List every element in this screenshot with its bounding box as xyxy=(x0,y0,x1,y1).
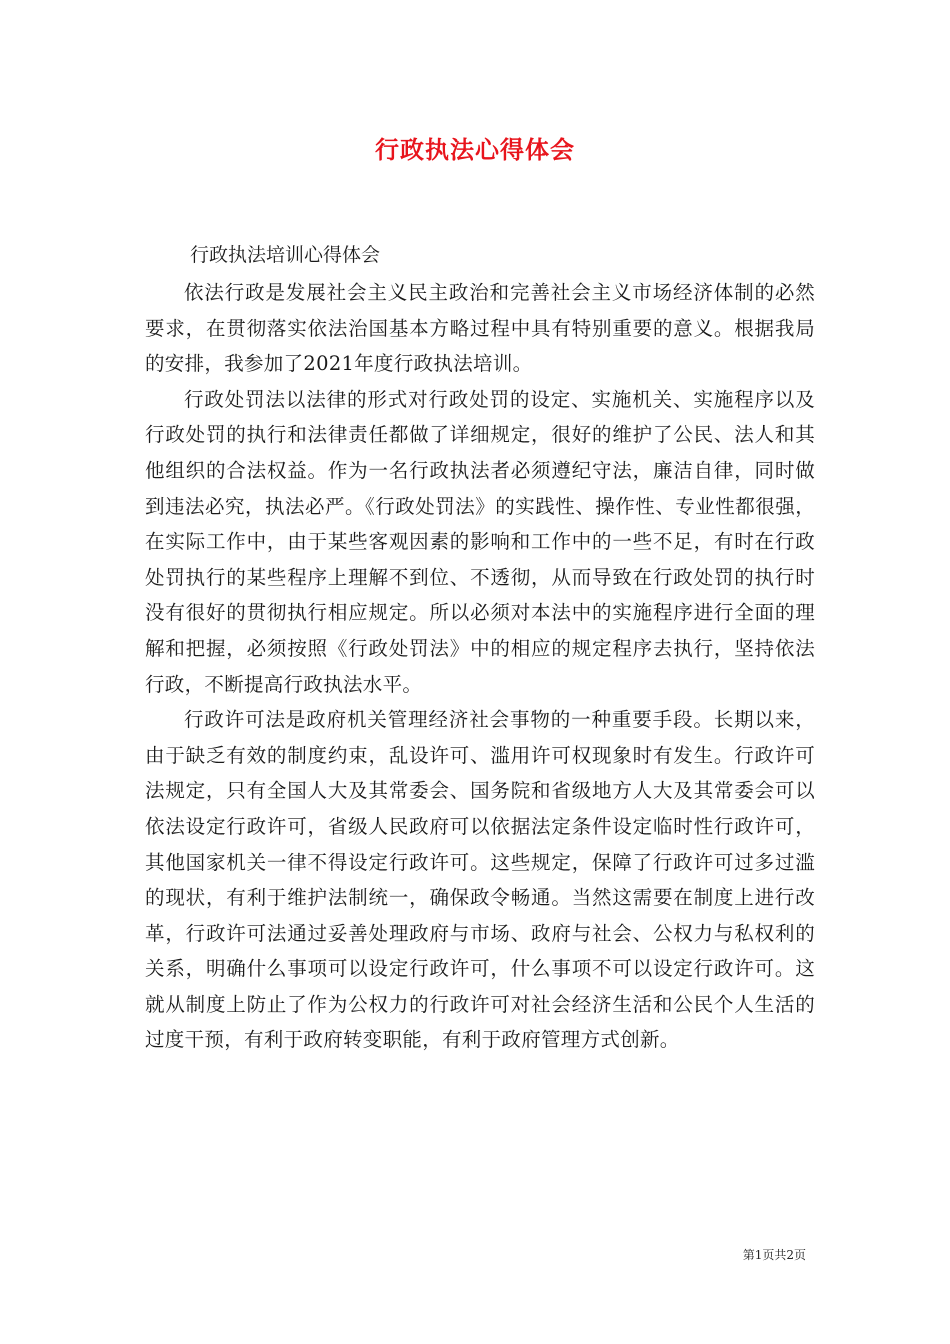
document-title: 行政执法心得体会 xyxy=(375,135,575,164)
page-number-label: 第1页共2页 xyxy=(742,1248,806,1262)
paragraph-1: 依法行政是发展社会主义民主政治和完善社会主义市场经济体制的必然要求，在贯彻落实依法治国基本方略过程中具有特别重要的意义。根据我局的安排，我参加了2021年度行政执法培训。 xyxy=(145,281,815,376)
page-footer xyxy=(0,1246,806,1263)
paragraph-3: 行政许可法是政府机关管理经济社会事物的一种重要手段。长期以来，由于缺乏有效的制度约束，乱设许可、滥用许可权现象时有发生。行政许可法规定，只有全国人大及其常委会、国务院和省级地方人大及其常委会可以依法设定行政许可，省级人民政府可以依据法定条件设定临时性行政许可，其他国家机关一律不得设定行政许可。这些规定，保障了行政许可过多过滥的现状，有利于维护法制统一，确保政令畅通。当然这需要在制度上进行改革，行政许可法通过妥善处理政府与市场、政府与社会、公权力与私权利的关系，明确什么事项可以设定行政许可，什么事项不可以设定行政许可。这就从制度上防止了作为公权力的行政许可对社会经济生活和公民个人生活的过度干预，有利于政府转变职能，有利于政府管理方式创新。 xyxy=(145,708,815,1052)
document-subtitle: 行政执法培训心得体会 xyxy=(190,244,381,266)
document-body xyxy=(145,275,815,1058)
paragraph-2: 行政处罚法以法律的形式对行政处罚的设定、实施机关、实施程序以及行政处罚的执行和法律责任都做了详细规定，很好的维护了公民、法人和其他组织的合法权益。作为一名行政执法者必须遵纪守法，廉洁自律，同时做到违法必究，执法必严。《行政处罚法》的实践性、操作性、专业性都很强，在实际工作中，由于某些客观因素的影响和工作中的一些不足，有时在行政处罚执行的某些程序上理解不到位、不透彻，从而导致在行政处罚的执行时没有很好的贯彻执行相应规定。所以必须对本法中的实施程序进行全面的理解和把握，必须按照《行政处罚法》中的相应的规定程序去执行，坚持依法行政，不断提高行政执法水平。 xyxy=(145,387,815,696)
